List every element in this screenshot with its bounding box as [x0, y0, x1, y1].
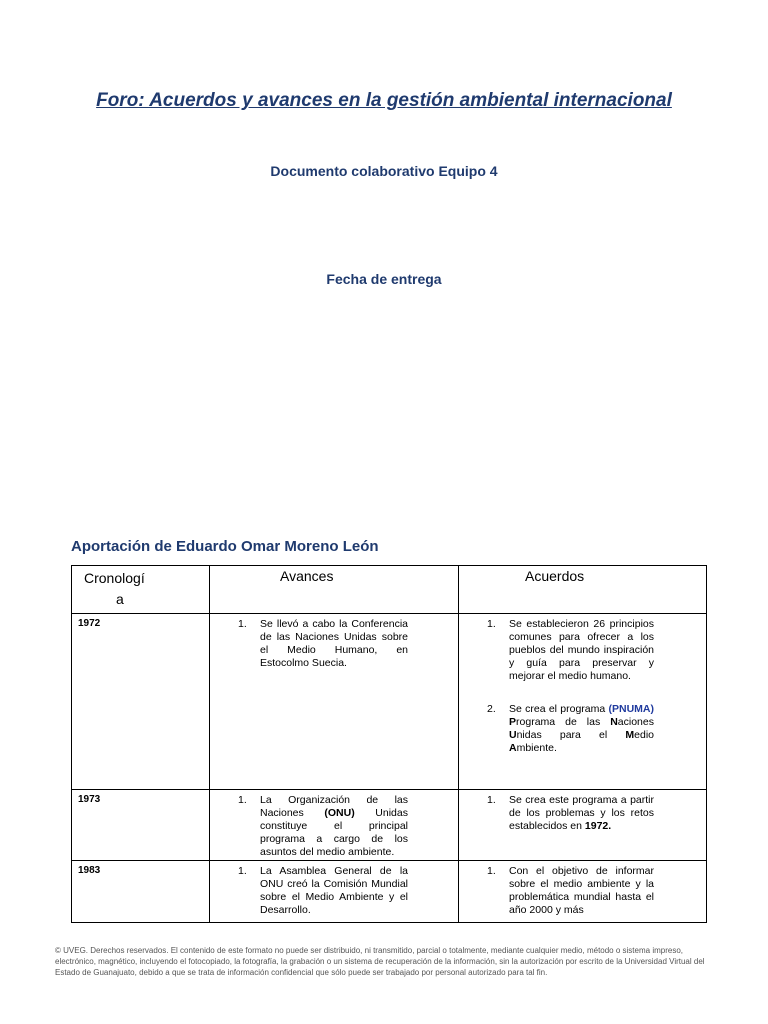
avances-list	[210, 794, 458, 859]
delivery-date-label: Fecha de entrega	[326, 271, 442, 287]
document-subtitle: Documento colaborativo Equipo 4	[270, 163, 498, 179]
acuerdos-list	[459, 794, 706, 833]
item-number: 1.	[238, 794, 247, 806]
item-text: Unidas constituye el principal programa a cargo de los asuntos del medio ambiente.	[260, 807, 408, 858]
item-number: 1.	[238, 865, 247, 877]
avances-cell	[210, 614, 459, 790]
pnuma-acronym: (PNUMA)	[608, 703, 654, 715]
item-text: mbiente.	[516, 742, 557, 754]
year-label: 1983	[78, 865, 101, 876]
acuerdos-cell	[459, 861, 707, 923]
item-number: 1.	[487, 865, 496, 877]
list-item	[210, 794, 458, 859]
list-item	[210, 618, 458, 670]
initial-letter: N	[610, 716, 618, 728]
acuerdos-cell	[459, 790, 707, 861]
item-number: 2.	[487, 703, 496, 715]
item-number: 1.	[487, 618, 496, 630]
acuerdos-list	[459, 865, 706, 917]
avances-cell	[210, 790, 459, 861]
item-text: aciones	[617, 716, 654, 728]
chronology-table	[71, 565, 707, 923]
year-reference: 1972.	[584, 820, 612, 832]
initial-letter: A	[509, 742, 517, 754]
item-text: La Organización de las Naciones	[260, 794, 408, 819]
initial-letter: M	[625, 729, 635, 741]
list-item	[210, 865, 458, 917]
item-text: edio	[634, 729, 654, 741]
onu-acronym: (ONU)	[324, 807, 355, 819]
acuerdos-cell	[459, 614, 707, 790]
initial-letter: P	[509, 716, 517, 728]
year-label: 1972	[78, 618, 101, 629]
avances-cell	[210, 861, 459, 923]
avances-list	[210, 865, 458, 917]
item-text: Se crea el programa	[509, 703, 609, 715]
item-text: rograma de las	[516, 716, 611, 728]
document-title: Foro: Acuerdos y avances en la gestión ambiental internacional	[96, 90, 672, 111]
item-text: Con el objetivo de informar sobre el medio ambiente y la problemática mundial hasta el año 2000 y más	[509, 865, 654, 916]
table-row	[72, 790, 707, 861]
item-text: Se establecieron 26 principios comunes para ofrecer a los pueblos del mundo inspiración y guía para preservar y mejorar el medio humano.	[509, 618, 654, 682]
avances-list	[210, 618, 458, 670]
copyright-footer: © UVEG. Derechos reservados. El contenido de este formato no puede ser distribuido, ni transmitido, parcial o totalmente, mediante cualquier medio, método o sistema impreso, electrónico, magnético, incluyendo el fotocopiado, la fotografía, la grabación o un sistema de recuperación de la información, sin la autorización por escrito de la Universidad Virtual del Estado de Guanajuato, debido a que se trata de información confidencial que sólo puede ser trabajado por personal autorizado para tal fin.	[55, 946, 705, 977]
header-acuerdos: Acuerdos	[459, 566, 707, 614]
item-number: 1.	[487, 794, 496, 806]
year-label: 1973	[78, 794, 101, 805]
header-cronologia-line1: Cronologí	[84, 570, 145, 586]
item-text: Se crea este programa a partir de los problemas y los retos establecidos en	[509, 794, 654, 832]
table-header-row	[72, 566, 707, 614]
list-item	[459, 703, 706, 755]
item-text: nidas para el	[516, 729, 626, 741]
year-cell	[72, 614, 210, 790]
section-heading: Aportación de Eduardo Omar Moreno León	[71, 538, 379, 555]
list-item	[459, 865, 706, 917]
initial-letter: U	[509, 729, 517, 741]
table-row	[72, 614, 707, 790]
header-avances: Avances	[210, 566, 459, 614]
list-item	[459, 794, 706, 833]
acuerdos-list	[459, 618, 706, 755]
header-cronologia	[72, 566, 210, 614]
table-row	[72, 861, 707, 923]
list-item	[459, 618, 706, 683]
item-text: La Asamblea General de la ONU creó la Comisión Mundial sobre el Medio Ambiente y el Desarrollo.	[260, 865, 408, 916]
year-cell	[72, 790, 210, 861]
header-cronologia-line2: a	[116, 591, 124, 607]
item-text: Se llevó a cabo la Conferencia de las Naciones Unidas sobre el Medio Humano, en Estocolmo Suecia.	[260, 618, 408, 669]
year-cell	[72, 861, 210, 923]
item-number: 1.	[238, 618, 247, 630]
